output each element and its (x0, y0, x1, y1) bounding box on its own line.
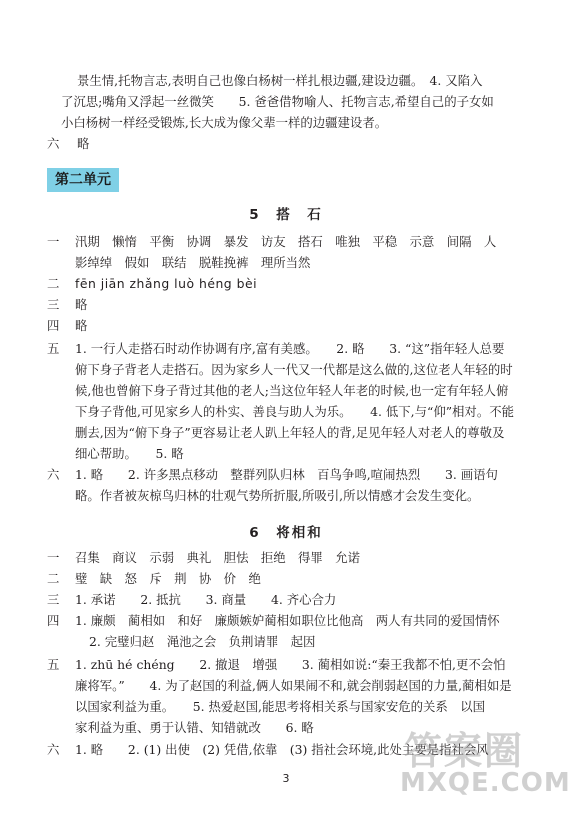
l5-q2-pinyin: fēn jiān zhǎng luò héng bèi (75, 276, 258, 291)
watermark-logo (396, 718, 571, 808)
l6-q5-line-1: 1. zhū hé chéng 2. 撤退 增强 3. 蔺相如说:“秦王我都不怕,更不会怕 (75, 657, 506, 672)
l5-q6-label: 六 (47, 467, 60, 482)
l5-q1-line-1: 汛期 懒惰 平衡 协调 暴发 访友 搭石 唯独 平稳 示意 间隔 人 (75, 234, 497, 249)
lesson-6-title: 6 将相和 (249, 525, 323, 541)
intro-line-3: 小白杨树一样经受锻炼,长大成为像父辈一样的边疆建设者。 (61, 115, 388, 130)
l6-q3-label: 三 (47, 592, 60, 607)
question-label-6: 六 (47, 136, 60, 151)
l5-q5-line-4: 下身子背他,可见家乡人的朴实、善良与助人为乐。 4. 低下,与“仰”相对。不能 (75, 404, 514, 419)
l6-q5-line-4: 家利益为重、勇于认错、知错就改 6. 略 (75, 720, 314, 735)
l5-q3-answer: 略 (75, 297, 88, 312)
l5-q5-line-1: 1. 一行人走搭石时动作协调有序,富有美感。 2. 略 3. “这”指年轻人总要 (75, 341, 505, 356)
l6-q4-line-1: 1. 廉颇 蔺相如 和好 廉颇嫉妒蔺相如职位比他高 两人有共同的爱国情怀 (75, 613, 500, 628)
l6-q5-label: 五 (47, 657, 60, 672)
watermark-url: MXQE.COM (400, 768, 571, 798)
l5-q1-label: 一 (47, 234, 60, 249)
l5-q1-line-2: 影绰绰 假如 联结 脱鞋挽裤 理所当然 (75, 255, 311, 270)
l5-q4-answer: 略 (75, 318, 88, 333)
l6-q6-answer: 1. 略 2. (1) 出使 (2) 凭借,依靠 (3) 指社会环境,此处主要是指社会风 (75, 742, 489, 757)
l5-q5-line-6: 细心帮助。 5. 略 (75, 446, 184, 461)
l6-q5-line-2: 廉将军。” 4. 为了赵国的利益,俩人如果闹不和,就会削弱赵国的力量,蔺相如是 (75, 678, 512, 693)
lesson-5-title: 5 搭 石 (249, 207, 323, 223)
l5-q5-label: 五 (47, 341, 60, 356)
l6-q6-label: 六 (47, 742, 60, 757)
page-number: 3 (282, 772, 290, 785)
intro-line-1: 景生情,托物言志,表明自己也像白杨树一样扎根边疆,建设边疆。 4. 又陷入 (77, 73, 483, 88)
l5-q2-label: 二 (47, 276, 60, 291)
l5-q4-label: 四 (47, 318, 60, 333)
l6-q1-answer: 召集 商议 示弱 典礼 胆怯 拒绝 得罪 允诺 (75, 550, 360, 565)
l6-q2-label: 二 (47, 571, 60, 586)
l5-q5-line-5: 删去,因为“俯下身子”更容易让老人趴上年轻人的背,足见年轻人对老人的尊敬及 (75, 425, 505, 440)
l6-q5-line-3: 以国家利益为重。 5. 热爱赵国,能思考将相关系与国家安危的关系 以国 (75, 699, 485, 714)
intro-line-2: 了沉思;嘴角又浮起一丝微笑 5. 爸爸借物喻人、托物言志,希望自己的子女如 (61, 94, 494, 109)
l6-q4-line-2: 2. 完璧归赵 渑池之会 负荆请罪 起因 (89, 634, 316, 649)
l5-q5-line-2: 俯下身子背老人走搭石。因为家乡人一代又一代都是这么做的,这位老人年轻的时 (75, 362, 513, 377)
l6-q2-answer: 璧 缺 怒 斥 荆 协 价 绝 (75, 571, 261, 586)
l5-q3-label: 三 (47, 297, 60, 312)
l5-q5-line-3: 候,他也曾俯下身子背过其他的老人;当这位年轻人年老的时候,也一定有年轻人俯 (75, 383, 509, 398)
l6-q4-label: 四 (47, 613, 60, 628)
watermark-text: 答案圈 (404, 729, 525, 773)
question-answer-6: 略 (77, 136, 90, 151)
unit-badge: 第二单元 (47, 168, 119, 192)
l6-q3-answer: 1. 承诺 2. 抵抗 3. 商量 4. 齐心合力 (75, 592, 337, 607)
l5-q6-line-2: 略。作者被灰椋鸟归林的壮观气势所折服,所吸引,所以情感才会发生变化。 (75, 488, 480, 503)
l6-q1-label: 一 (47, 550, 60, 565)
l5-q6-line-1: 1. 略 2. 许多黑点移动 整群列队归林 百鸟争鸣,喧闹热烈 3. 画语句 (75, 467, 498, 482)
